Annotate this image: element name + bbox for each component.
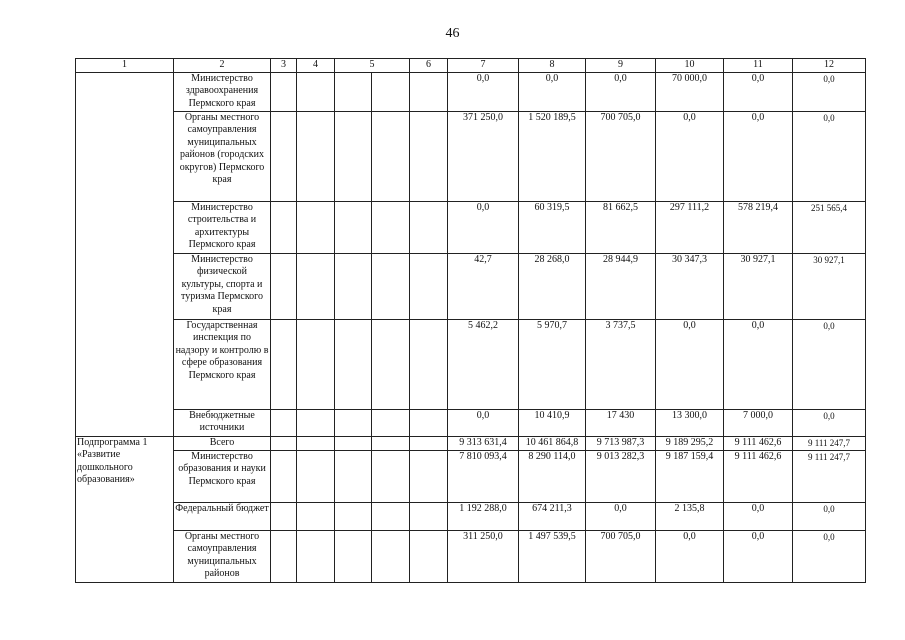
header-cell: 3 xyxy=(271,59,297,73)
value-cell: 60 319,5 xyxy=(519,201,586,253)
value-cell: 7 000,0 xyxy=(724,409,793,436)
value-cell: 30 927,1 xyxy=(793,253,866,319)
source-cell: Органы местного самоуправления муниципальных районов (городских округов) Пермского края xyxy=(174,111,271,201)
value-cell: 28 268,0 xyxy=(519,253,586,319)
value-cell: 0,0 xyxy=(656,530,724,582)
header-cell: 5 xyxy=(335,59,410,73)
value-cell: 0,0 xyxy=(656,111,724,201)
header-cell: 1 xyxy=(76,59,174,73)
value-cell: 3 737,5 xyxy=(586,319,656,409)
source-cell: Внебюджетные источники xyxy=(174,409,271,436)
value-cell: 0,0 xyxy=(656,319,724,409)
value-cell: 30 347,3 xyxy=(656,253,724,319)
table-row xyxy=(76,72,866,111)
value-cell: 1 497 539,5 xyxy=(519,530,586,582)
value-cell: 8 290 114,0 xyxy=(519,450,586,502)
value-cell: 81 662,5 xyxy=(586,201,656,253)
header-cell: 11 xyxy=(724,59,793,73)
program-cell xyxy=(76,72,174,436)
value-cell: 0,0 xyxy=(793,111,866,201)
value-cell: 0,0 xyxy=(586,72,656,111)
table-row xyxy=(76,450,866,502)
value-cell: 9 111 462,6 xyxy=(724,436,793,450)
value-cell: 297 111,2 xyxy=(656,201,724,253)
value-cell: 0,0 xyxy=(519,72,586,111)
value-cell: 0,0 xyxy=(793,409,866,436)
header-cell: 2 xyxy=(174,59,271,73)
table-row xyxy=(76,253,866,319)
value-cell: 0,0 xyxy=(793,502,866,530)
value-cell: 42,7 xyxy=(448,253,519,319)
value-cell: 0,0 xyxy=(724,319,793,409)
value-cell: 0,0 xyxy=(793,530,866,582)
value-cell: 13 300,0 xyxy=(656,409,724,436)
table-row xyxy=(76,319,866,409)
value-cell: 9 111 462,6 xyxy=(724,450,793,502)
value-cell: 700 705,0 xyxy=(586,530,656,582)
value-cell: 371 250,0 xyxy=(448,111,519,201)
value-cell: 0,0 xyxy=(793,319,866,409)
value-cell: 9 313 631,4 xyxy=(448,436,519,450)
value-cell: 7 810 093,4 xyxy=(448,450,519,502)
value-cell: 0,0 xyxy=(793,72,866,111)
header-cell: 10 xyxy=(656,59,724,73)
header-cell: 6 xyxy=(410,59,448,73)
source-cell: Министерство здравоохранения Пермского края xyxy=(174,72,271,111)
source-cell: Федеральный бюджет xyxy=(174,502,271,530)
value-cell: 311 250,0 xyxy=(448,530,519,582)
value-cell: 9 713 987,3 xyxy=(586,436,656,450)
value-cell: 9 111 247,7 xyxy=(793,450,866,502)
source-cell: Всего xyxy=(174,436,271,450)
value-cell: 70 000,0 xyxy=(656,72,724,111)
table-row xyxy=(76,409,866,436)
value-cell: 0,0 xyxy=(724,530,793,582)
source-cell: Министерство физической культуры, спорта и туризма Пермского края xyxy=(174,253,271,319)
header-cell: 7 xyxy=(448,59,519,73)
value-cell: 9 013 282,3 xyxy=(586,450,656,502)
table-row xyxy=(76,502,866,530)
budget-table xyxy=(75,58,866,583)
source-cell: Органы местного самоуправления муниципальных районов xyxy=(174,530,271,582)
source-cell: Министерство образования и науки Пермского края xyxy=(174,450,271,502)
header-cell: 8 xyxy=(519,59,586,73)
value-cell: 700 705,0 xyxy=(586,111,656,201)
value-cell: 1 520 189,5 xyxy=(519,111,586,201)
value-cell: 0,0 xyxy=(448,409,519,436)
value-cell: 9 189 295,2 xyxy=(656,436,724,450)
value-cell: 30 927,1 xyxy=(724,253,793,319)
value-cell: 0,0 xyxy=(724,502,793,530)
value-cell: 674 211,3 xyxy=(519,502,586,530)
table-row xyxy=(76,530,866,582)
value-cell: 17 430 xyxy=(586,409,656,436)
source-cell: Министерство строительства и архитектуры Пермского края xyxy=(174,201,271,253)
value-cell: 9 111 247,7 xyxy=(793,436,866,450)
subprogram-label: Подпрограмма 1 «Развитие дошкольного образования» xyxy=(76,436,174,582)
value-cell: 0,0 xyxy=(724,111,793,201)
table-row xyxy=(76,111,866,201)
value-cell: 9 187 159,4 xyxy=(656,450,724,502)
value-cell: 0,0 xyxy=(448,72,519,111)
value-cell: 578 219,4 xyxy=(724,201,793,253)
value-cell: 10 410,9 xyxy=(519,409,586,436)
header-row xyxy=(76,59,866,73)
value-cell: 0,0 xyxy=(724,72,793,111)
value-cell: 5 462,2 xyxy=(448,319,519,409)
value-cell: 28 944,9 xyxy=(586,253,656,319)
header-cell: 4 xyxy=(297,59,335,73)
source-cell: Государственная инспекция по надзору и контролю в сфере образования Пермского края xyxy=(174,319,271,409)
value-cell: 251 565,4 xyxy=(793,201,866,253)
header-cell: 9 xyxy=(586,59,656,73)
value-cell: 2 135,8 xyxy=(656,502,724,530)
value-cell: 1 192 288,0 xyxy=(448,502,519,530)
table-row xyxy=(76,201,866,253)
page-number: 46 xyxy=(445,26,460,41)
value-cell: 0,0 xyxy=(586,502,656,530)
header-cell: 12 xyxy=(793,59,866,73)
table-row xyxy=(76,436,866,450)
value-cell: 0,0 xyxy=(448,201,519,253)
value-cell: 10 461 864,8 xyxy=(519,436,586,450)
value-cell: 5 970,7 xyxy=(519,319,586,409)
